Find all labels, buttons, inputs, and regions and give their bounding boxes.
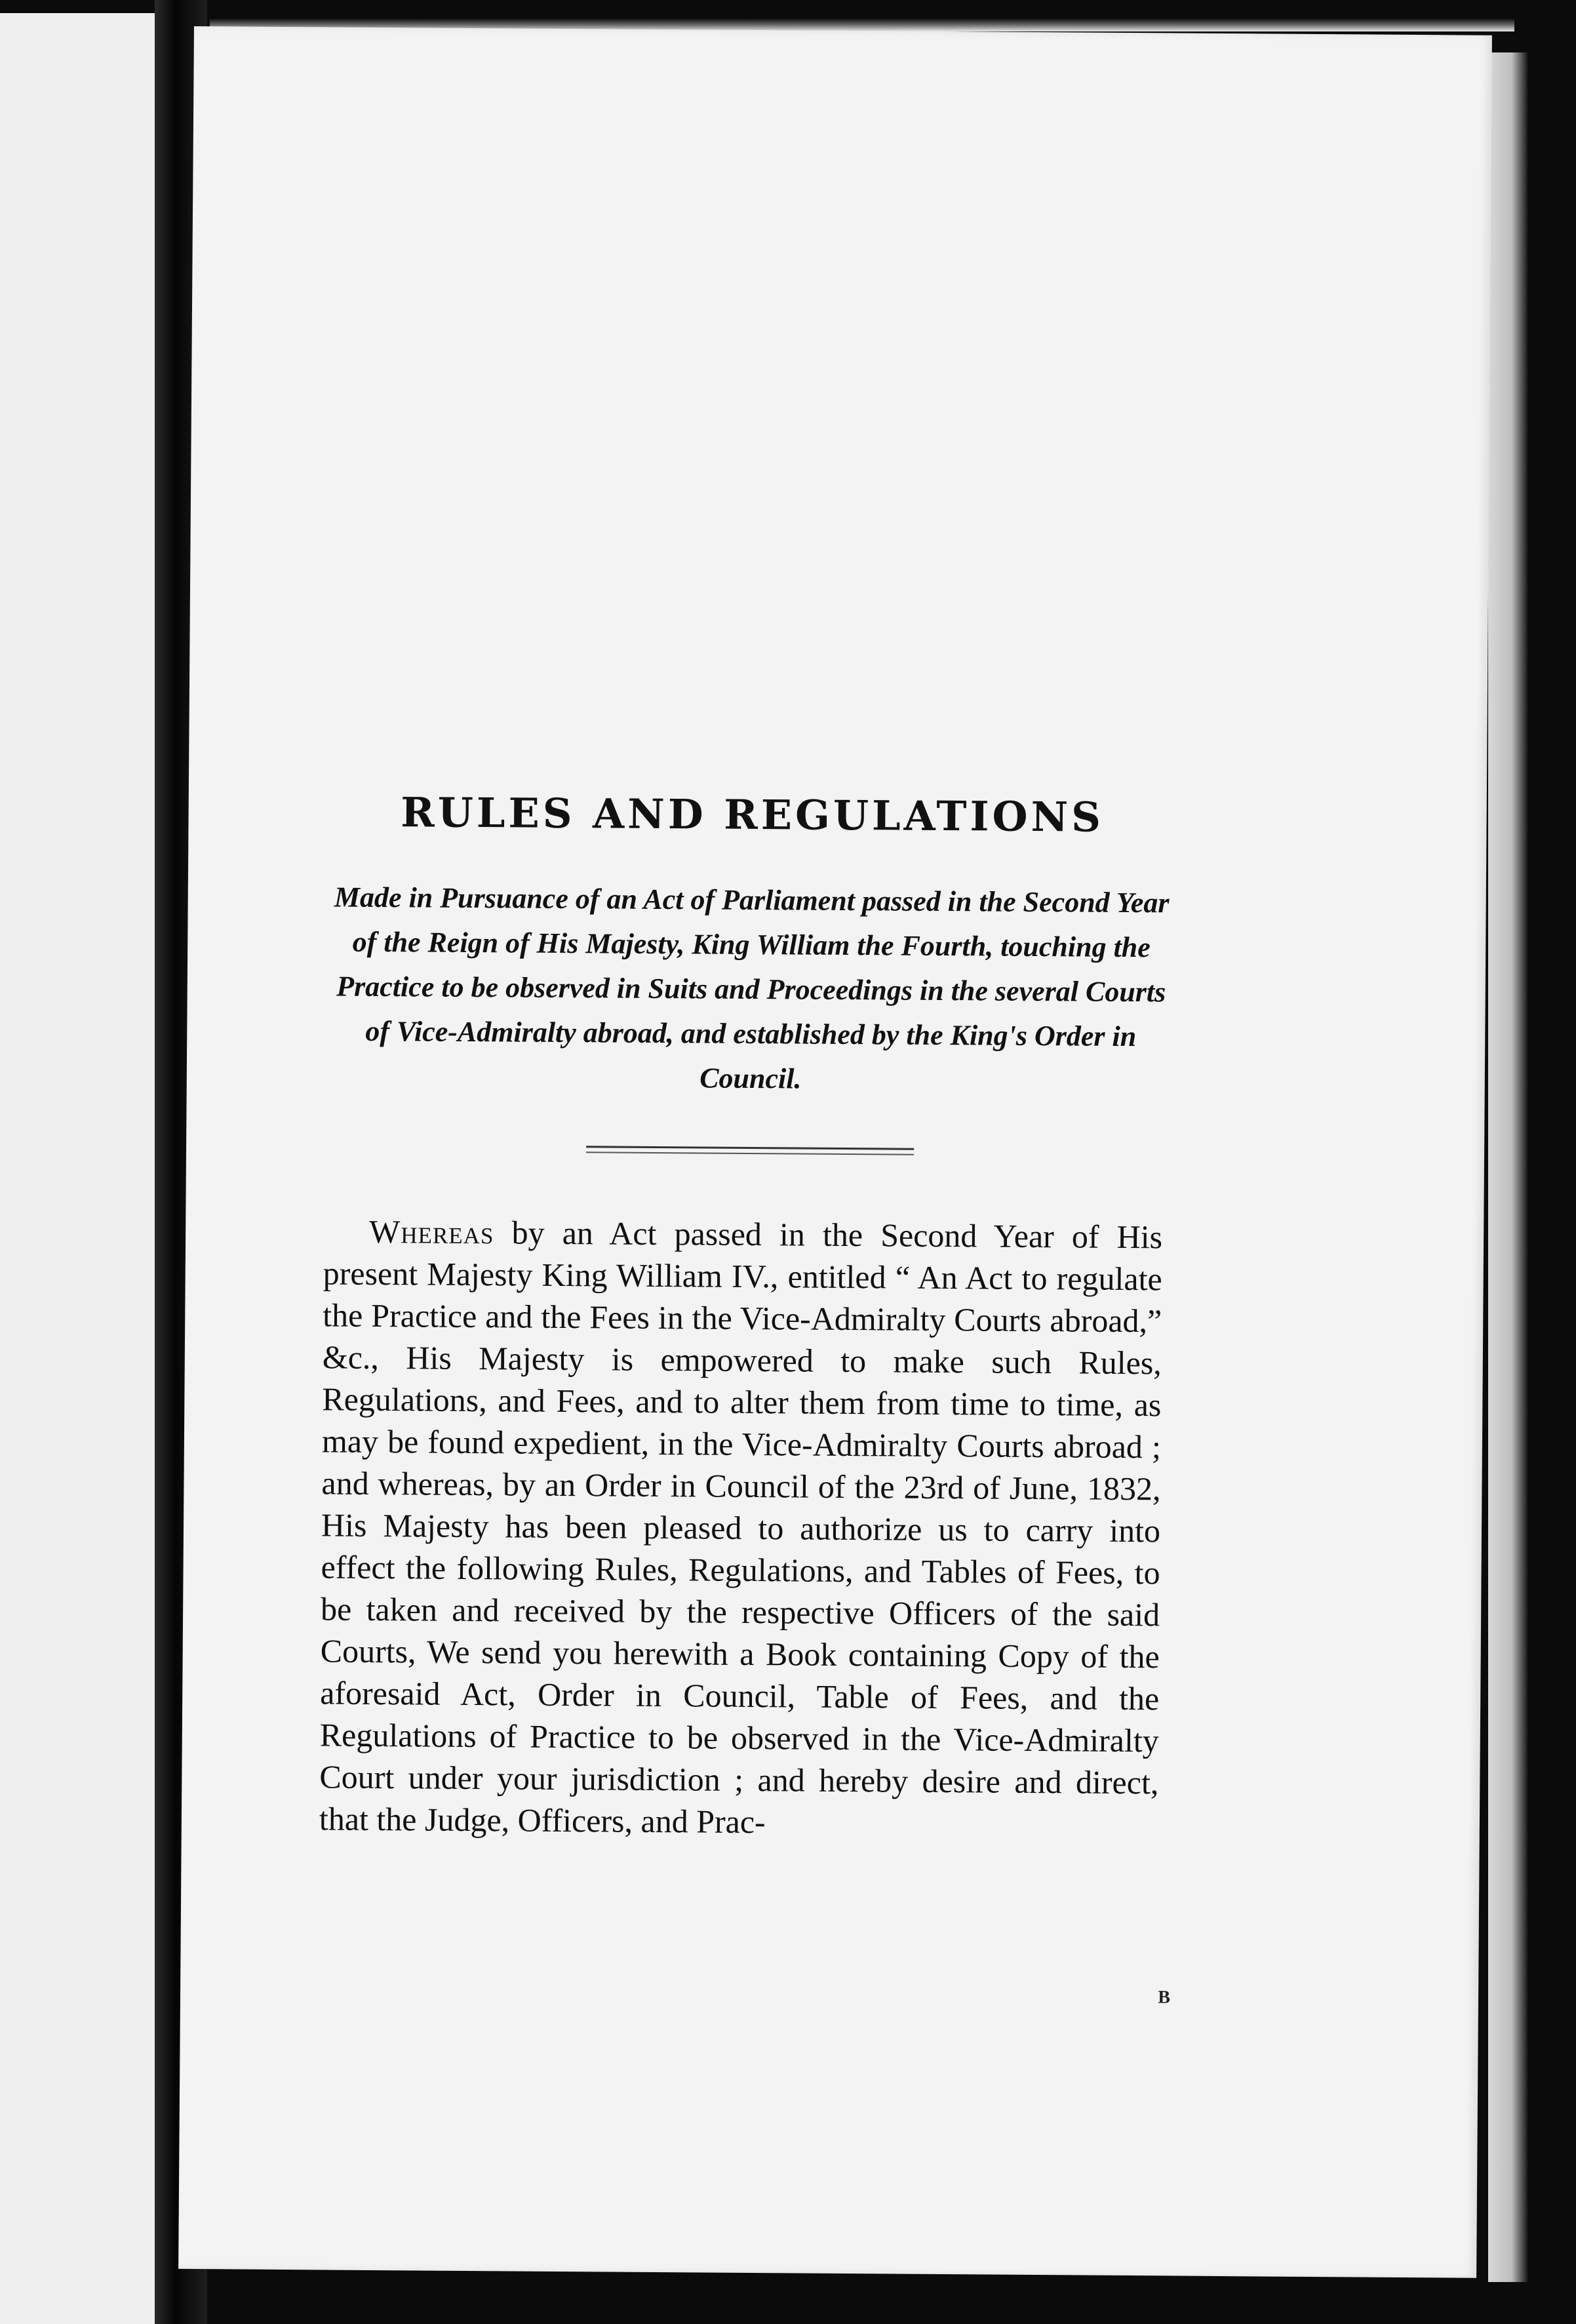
document-title: RULES AND REGULATIONS	[401, 788, 1105, 841]
page-edge-right	[1488, 52, 1527, 2282]
section-divider	[586, 1146, 914, 1155]
facing-page	[0, 13, 156, 2324]
body-lead-word: Whereas	[368, 1212, 494, 1251]
signature-mark: B	[1158, 1987, 1171, 2008]
document-subtitle: Made in Pursuance of an Act of Parliament passed in the Second Year of the Reign of His Majesty, King William the Fourth, touching the Practice to be observed in Suits and Proceedings in the several Courts of Vice-Admiralty abroad, and established by the King's Order in Council.	[334, 881, 1170, 1095]
document-page	[178, 26, 1492, 2278]
body-paragraph-text: by an Act passed in the Second Year of His present Majesty King William IV., entitled “ An Act to regulate the Practice and the Fees in the Vice-Admiralty Courts abroad,” &c., His Majesty is empowered to make such Rules, Regulations, and Fees, and to alter them from time to time, as may be found expedient, in the Vice-Admiralty Courts abroad ; and whereas, by an Order in Council of the 23rd of June, 1832, His Majesty has been pleased to authorize us to carry into effect the following Rules, Regulations, and Tables of Fees, to be taken and received by the respective Officers of the said Courts, We send you herewith a Book containing Copy of the aforesaid Act, Order in Council, Table of Fees, and the Regulations of Practice to be observed in the Vice-Admiralty Court under your jurisdiction ; and hereby desire and direct, that the Judge, Officers, and Prac-	[319, 1214, 1163, 1841]
body-paragraph	[319, 1210, 1163, 1845]
page-content	[319, 788, 1179, 2008]
